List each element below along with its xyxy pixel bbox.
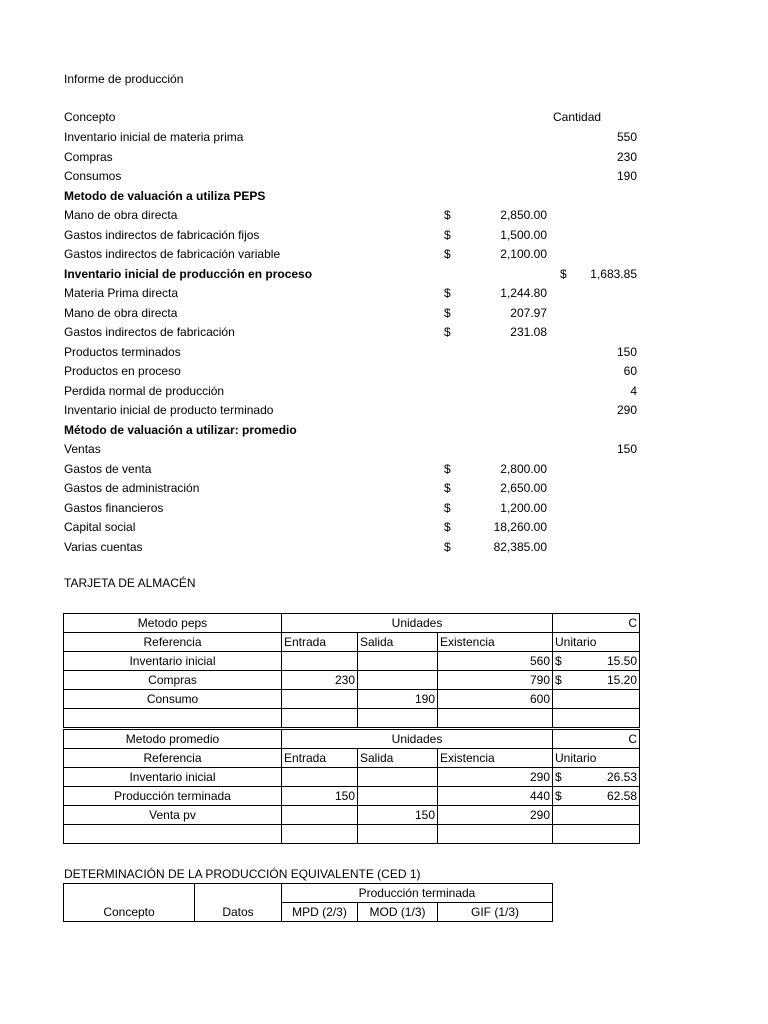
row-entrada [282,690,358,709]
peps-method: Metodo peps [64,614,282,633]
promedio-units-header: Unidades [282,730,553,749]
report-row [0,188,768,204]
row-label: Gastos financieros [64,500,164,515]
row-dollar-sign: $ [444,520,451,534]
row-quantity: 4 [630,383,637,398]
peps-unitario-header: Unitario [553,633,640,652]
row-existencia: 790 [438,671,553,690]
unit-dollar-sign: $ [555,770,562,784]
row-label: Consumos [64,169,122,183]
row-label: Productos terminados [64,344,181,359]
unit-cost [555,768,637,786]
row-unitario [553,806,640,825]
report-row [0,227,768,243]
peps-table [63,613,640,728]
report-row [0,168,768,184]
report-row [0,344,768,360]
row-existencia: 600 [438,690,553,709]
ced-prod-term-header: Producción terminada [282,884,553,903]
row-salida: 150 [358,806,438,825]
row-reference [64,825,282,844]
row-amount: 2,850.00 [500,208,547,222]
report-title: Informe de producción [64,72,184,86]
row-entrada [282,709,358,728]
report-row [0,207,768,223]
promedio-salida-header: Salida [358,749,438,768]
row-dollar-sign: $ [444,286,451,300]
row-entrada [282,652,358,671]
row-dollar-sign: $ [444,305,451,320]
report-row [0,285,768,301]
promedio-entrada-header: Entrada [282,749,358,768]
card-title: TARJETA DE ALMACÉN [64,576,196,590]
row-label: Varias cuentas [64,539,143,554]
row-total: 1,683.85 [590,266,637,281]
row-amount: 82,385.00 [493,539,547,554]
row-label: Gastos indirectos de fabricación fijos [64,227,260,242]
unit-value: 26.53 [606,770,638,784]
row-entrada: 150 [282,787,358,806]
report-row [0,422,768,438]
row-quantity: 60 [623,364,637,378]
row-existencia [438,825,553,844]
report-row [0,441,768,457]
row-unitario [553,709,640,728]
row-reference: Venta pv [64,806,282,825]
report-row [0,324,768,340]
report-row [0,266,768,282]
row-reference [64,709,282,728]
row-unitario [553,787,640,806]
row-existencia: 290 [438,768,553,787]
row-dollar-sign: $ [444,539,451,554]
peps-ref-header: Referencia [64,633,282,652]
ced-mod-header: MOD (1/3) [358,903,438,922]
unit-cost [555,787,637,805]
row-unitario [553,652,640,671]
row-quantity: 150 [616,442,637,456]
row-existencia: 440 [438,787,553,806]
ced-mpd-header: MPD (2/3) [282,903,358,922]
report-row [0,149,768,165]
row-salida [358,709,438,728]
table-row [64,690,640,709]
row-reference: Inventario inicial [64,768,282,787]
peps-existencia-header: Existencia [438,633,553,652]
row-entrada [282,768,358,787]
report-row [0,402,768,418]
peps-cost-header: C [553,614,640,633]
row-existencia: 290 [438,806,553,825]
row-quantity: 290 [616,403,637,417]
row-dollar-sign: $ [444,227,451,242]
table-row [64,787,640,806]
row-unitario [553,768,640,787]
row-dollar-sign: $ [444,461,451,476]
row-salida [358,652,438,671]
row-amount: 207.97 [510,305,547,320]
quantity-header: Cantidad [553,110,602,124]
promedio-existencia-header: Existencia [438,749,553,768]
report-row [0,539,768,555]
row-label: Inventario inicial de producto terminado [64,403,274,417]
report-row [0,246,768,262]
unit-value: 15.20 [606,673,638,687]
ced-table [63,883,553,922]
row-amount: 18,260.00 [493,520,547,534]
row-dollar-sign: $ [444,208,451,222]
promedio-cost-header: C [553,730,640,749]
row-unitario [553,671,640,690]
row-amount: 1,200.00 [500,500,547,515]
row-existencia: 560 [438,652,553,671]
unit-cost [555,652,637,670]
row-entrada [282,825,358,844]
row-quantity: 230 [616,149,637,164]
row-label: Gastos indirectos de fabricación [64,325,235,339]
report-row [0,383,768,399]
row-amount: 2,650.00 [500,481,547,495]
row-entrada: 230 [282,671,358,690]
promedio-table [63,729,640,844]
report-row [0,363,768,379]
row-reference: Producción terminada [64,787,282,806]
row-label: Materia Prima directa [64,286,179,300]
row-salida [358,825,438,844]
table-row [64,768,640,787]
promedio-body [64,768,640,844]
unit-dollar-sign: $ [555,789,562,803]
report-row [0,129,768,145]
row-reference: Compras [64,671,282,690]
row-label: Compras [64,149,113,164]
row-total-dollar-sign: $ [560,266,567,281]
row-entrada [282,806,358,825]
row-label: Inventario inicial de materia prima [64,130,244,144]
row-dollar-sign: $ [444,481,451,495]
row-label: Gastos de venta [64,461,152,476]
table-row [64,825,640,844]
row-amount: 2,100.00 [500,247,547,261]
ced-datos-header: Datos [195,884,282,922]
row-dollar-sign: $ [444,500,451,515]
row-quantity: 190 [616,169,637,183]
row-amount: 2,800.00 [500,461,547,476]
promedio-method: Metodo promedio [64,730,282,749]
row-amount: 1,500.00 [500,227,547,242]
unit-dollar-sign: $ [555,654,562,668]
row-label: Método de valuación a utilizar: promedio [64,422,297,437]
row-salida: 190 [358,690,438,709]
row-label: Mano de obra directa [64,305,178,320]
row-amount: 231.08 [510,325,547,339]
peps-salida-header: Salida [358,633,438,652]
row-salida [358,671,438,690]
ced-concept-header: Concepto [64,884,195,922]
row-unitario [553,825,640,844]
row-label: Metodo de valuación a utiliza PEPS [64,188,266,203]
row-reference: Consumo [64,690,282,709]
table-row [64,652,640,671]
row-label: Productos en proceso [64,364,181,378]
report-row [0,500,768,516]
peps-entrada-header: Entrada [282,633,358,652]
table-row [64,709,640,728]
peps-units-header: Unidades [282,614,553,633]
unit-value: 62.58 [606,789,638,803]
unit-dollar-sign: $ [555,673,562,687]
row-existencia [438,709,553,728]
report-row [0,519,768,535]
unit-value: 15.50 [606,654,638,668]
concept-header: Concepto [64,110,116,124]
report-row [0,305,768,321]
row-salida [358,787,438,806]
promedio-unitario-header: Unitario [553,749,640,768]
row-label: Gastos indirectos de fabricación variable [64,247,281,261]
row-label: Capital social [64,520,136,534]
row-label: Mano de obra directa [64,208,178,222]
row-quantity: 550 [616,130,637,144]
row-label: Gastos de administración [64,481,200,495]
row-reference: Inventario inicial [64,652,282,671]
row-amount: 1,244.80 [500,286,547,300]
table-row [64,671,640,690]
promedio-ref-header: Referencia [64,749,282,768]
report-row [0,461,768,477]
row-unitario [553,690,640,709]
row-label: Ventas [64,442,101,456]
row-quantity: 150 [616,344,637,359]
ced-title: DETERMINACIÓN DE LA PRODUCCIÓN EQUIVALENTE (CED 1) [64,867,421,881]
row-dollar-sign: $ [444,247,451,261]
ced-gif-header: GIF (1/3) [438,903,553,922]
report-row [0,480,768,496]
row-dollar-sign: $ [444,325,451,339]
row-label: Perdida normal de producción [64,383,225,398]
table-row [64,806,640,825]
row-salida [358,768,438,787]
row-label: Inventario inicial de producción en proceso [64,266,313,281]
peps-body [64,652,640,728]
unit-cost [555,671,637,689]
